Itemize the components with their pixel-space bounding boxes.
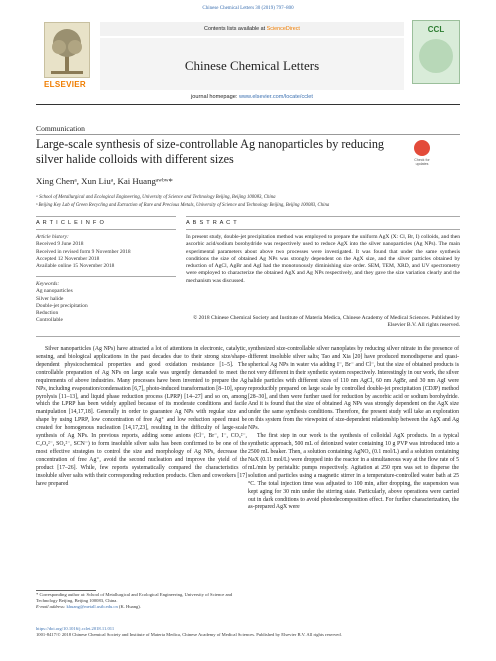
footnote-rule — [36, 590, 96, 591]
history-item: Received in revised form 9 November 2018 — [36, 248, 131, 255]
keywords-label: Keywords: — [36, 281, 60, 287]
abstract-heading: A B S T R A C T — [186, 220, 238, 226]
running-header: Chinese Chemical Letters 30 (2019) 797–800 — [202, 6, 294, 11]
body-column-left — [36, 346, 247, 489]
publisher-wordmark: ELSEVIER — [44, 80, 86, 89]
journal-homepage — [100, 94, 404, 100]
email-line — [36, 604, 246, 610]
email-link[interactable]: khuang@metall.ustb.edu.cn — [66, 604, 118, 609]
divider — [36, 229, 176, 230]
abstract-text: In present study, double-jet precipitation method was employed to prepare the uniform AgX (X: Cl, Br, I) colloids, and then ascorbic acid/sodium borohydride was respectively used to reduce AgX into the silver nanoparticles (Ag NPs). The main experimental parameters about above two processes were investigated. It was found that under the same synthesis conditions the size of obtained Ag NPs was strongly dependent on the AgX size, and the silver particles obtained by reduction of AgCl, AgBr and AgI had the monotonously diminishing size order. SEM, TEM, XRD, and UV spectrometry were employed to characterize the obtained AgX and Ag NPs respectively, and they gave the size variation clearly and the mechanism was discussed. — [186, 234, 460, 284]
article-type: Communication — [36, 124, 85, 133]
elsevier-tree-icon — [44, 22, 90, 78]
keyword-item: Controllable — [36, 317, 63, 324]
keyword-item: Double-jet precipitation — [36, 302, 88, 309]
journal-title: Chinese Chemical Letters — [184, 58, 320, 73]
homepage-link[interactable]: www.elsevier.com/locate/cclet — [238, 94, 313, 100]
doi-link[interactable]: https://doi.org/10.1016/j.cclet.2018.11.011 — [36, 626, 115, 631]
header-rule — [36, 104, 460, 105]
article-title: Large-scale synthesis of size-controllable Ag nanoparticles by reducing silver halide colloids with different sizes — [36, 137, 385, 166]
divider — [36, 134, 460, 135]
keyword-item: Reduction — [36, 310, 59, 317]
abstract-copyright: © 2018 Chinese Chemical Society and Institute of Materia Medica, Chinese Academy of Medical Sciences. Published by Elsevier B.V. All rights reserved. — [193, 315, 460, 329]
email-suffix: (K. Huang). — [117, 604, 141, 609]
history-item: Available online 15 November 2018 — [36, 263, 115, 270]
keyword-list — [36, 281, 176, 325]
journal-cover — [412, 20, 460, 84]
keyword-item: Silver halide — [36, 295, 64, 302]
cover-label: CCL — [427, 25, 445, 34]
body-column-right — [248, 346, 459, 512]
footnote — [36, 592, 246, 610]
affiliation-a: ᵃ School of Metallurgical and Ecological Engineering, University of Science and Technology Beijing, Beijing 100083, China — [36, 195, 276, 200]
homepage-prefix: journal homepage: — [191, 94, 239, 100]
cover-art — [419, 39, 453, 73]
page-footer — [36, 626, 460, 638]
crossmark-label: Check for updates — [414, 158, 430, 166]
body-paragraph: synthesized size-controllable silver nanoplates by reducing silver nitrate in the presence of different insoluble silver salts; Tao and Xia [20] have produced monodisperse and quasi-spherical Ag NPs in water via adding I⁻, Br⁻ and Cl⁻, but the size of obtained products is not very different in their synthetic system respectively. Interestingly in our work, the silver halide particles with different sizes of 110 nm AgCl, 60 nm AgBr, and 30 nm AgI were reproducibly prepared on large scale by controlled double-jet precipitation (CDJP) method [28–30], and then were further used for reduction by ascorbic acid or sodium borohydride. And it is found that the size of obtained Ag NPs was strongly dependent on the AgX size under the same synthesis conditions. Therefore, the present study will take an exploration on this system from the viewpoint of size-dependent relationship between the AgX and Ag NPs. — [248, 346, 459, 432]
history-label: Article history: — [36, 234, 69, 240]
contents-prefix: Contents lists available at — [204, 26, 267, 32]
history-item: Received 9 June 2018 — [36, 241, 84, 248]
issn-line: 1001-8417/© 2018 Chinese Chemical Society and Institute of Materia Medica, Chinese Academy of Medical Sciences. Published by Elsevier B.V. All rights reserved. — [36, 632, 342, 637]
body-paragraph: Silver nanoparticles (Ag NPs) have attracted a lot of attentions in electronic, catalytic, sensing, and biological applications in the past decades due to their strong size/shape-dependent physicochemical properties and good oxidation resistance [1–5]. The controllable preparation of Ag NPs on large scale was urgently demanded to meet the requirements of above industries. Many processes have been invented to prepare the Ag NPs, including evaporation/condensation [6,7], photo-induced transformation [8–10], spray pyrolysis [11–13], and liquid phase reduction process (LPRP) [14–27] and so on, among which the LPRP has been widely applied because of its moderate conditions and facile manipulation [14,17,18]. Generally in order to guarantee Ag NPs with regular size and shape by using LPRP, low concentration of free Ag⁺ and low reduction speed must be created for homogenous nucleation [14,17,23], resulting in the difficulty of large-scale synthesis of Ag NPs. In previous reports, adding some anions (Cl⁻, Br⁻, I⁻, CO₃²⁻, C₂O₄²⁻, SO₄²⁻, SCN⁻) to form insoluble silver salts has been confirmed to be one of the most effective strategies to control the size and morphology of Ag NPs, decrease the concentration of free Ag⁺, avoid the second nucleation and improve the yield of the product [17–26]. While, few reports systematically compared the characteristics of insoluble silver salts with their corresponding reduction products. Chen and coworkers [17] have prepared — [36, 346, 247, 487]
elsevier-logo — [36, 18, 94, 94]
email-label: E-mail address: — [36, 604, 67, 609]
affiliation-b: ᵇ Beijing Key Lab of Green Recycling and Extraction of Rare and Precious Metals, University of Science and Technology Beijing, Beijing 100083, China — [36, 203, 330, 208]
crossmark-icon — [414, 140, 430, 156]
divider — [186, 216, 460, 217]
contents-bar — [100, 22, 404, 36]
journal-header — [36, 18, 460, 102]
body-paragraph: The first step in our work is the synthesis of colloidal AgX products. In a typical synthetic approach, 500 mL of deionized water containing 10 g PVP was introduced into a 2500 mL beaker. Then, a solution containing AgNO₃ (0.1 mol/L) and a solution containing NaX (0.11 mol/L) were dropped into the reactor in a simultaneous way at the flow rate of 5 mL/min by peristaltic pumps respectively. Agitation at 250 rpm was set to disperse the solution and particles using a magnetic stirrer in a temperature-controlled water bath at 25 °C. The total injection time was adjusted to 100 min, after dropping, the suspension was kept aging for 30 min under the stirring state. Particularly, above operations were carried out in dark conditions to avoid photodecomposition effect. For further characterization, the as-prepared AgX were — [248, 433, 459, 511]
divider — [36, 216, 176, 217]
history-item: Accepted 12 November 2018 — [36, 255, 100, 262]
article-history — [36, 234, 176, 270]
author-list: Xing Chenᵃ, Xun Liuᵃ, Kai Huangᵃʷᵇʷ* — [36, 176, 173, 186]
sciencedirect-link[interactable]: ScienceDirect — [266, 26, 300, 32]
crossmark-badge[interactable] — [408, 140, 436, 170]
divider — [186, 229, 460, 230]
divider — [36, 336, 460, 337]
article-info-heading: A R T I C L E I N F O — [36, 220, 105, 226]
corresponding-author-note: * Corresponding author at: School of Metallurgical and Ecological Engineering, University of Science and Technology Beijing, Beijing 100083, China. — [36, 592, 233, 603]
divider — [36, 276, 176, 277]
keyword-item: Ag nanoparticles — [36, 288, 73, 295]
